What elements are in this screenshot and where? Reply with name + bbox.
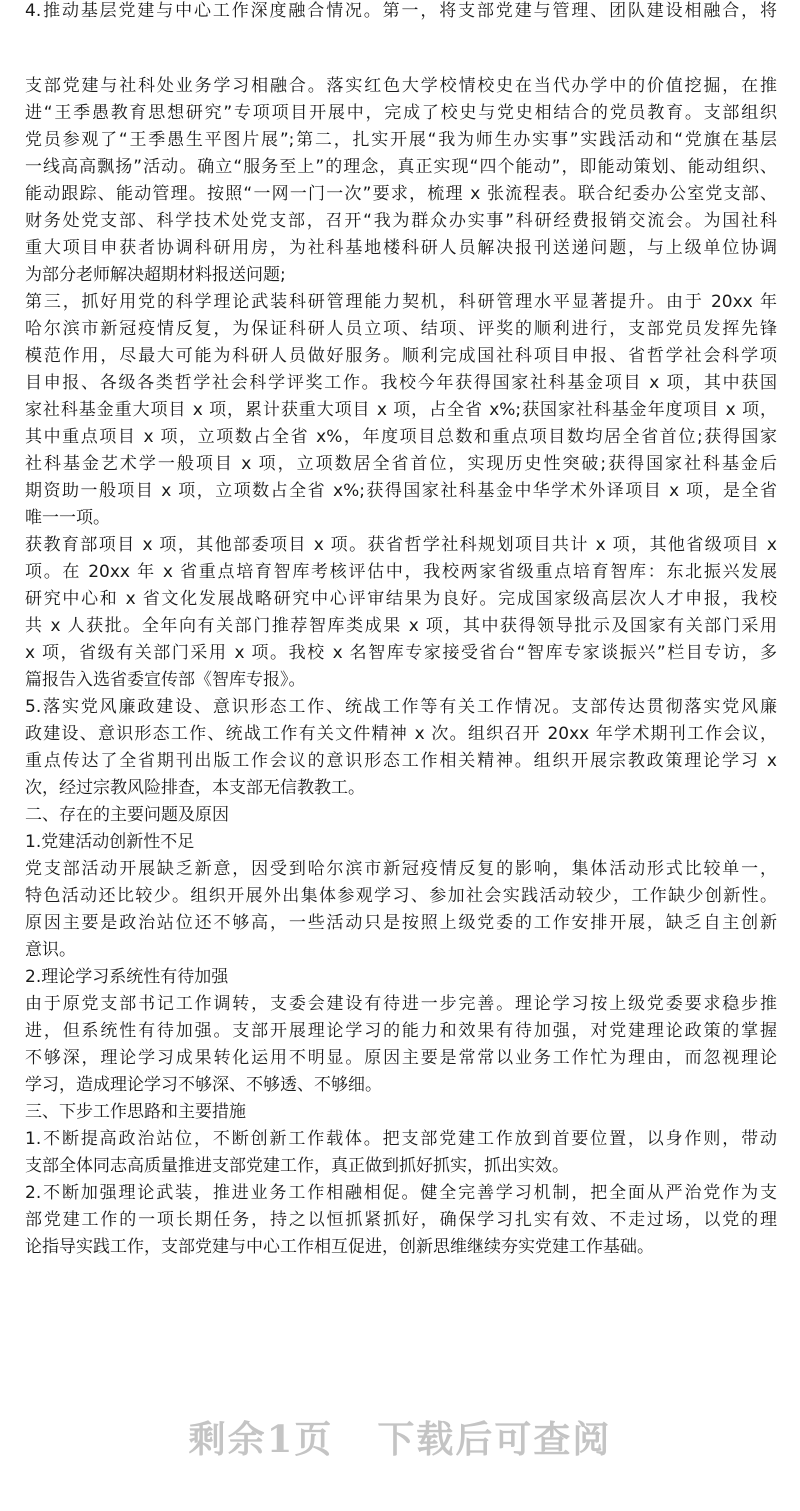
paragraph-line: 政建设、意识形态工作、统战工作有关文件精神 x 次。组织召开 20xx 年学术期刊工作会议， [25, 724, 777, 744]
paragraph-line: 不够深，理论学习成果转化运用不明显。原因主要是常常以业务工作忙为理由，而忽视理论 [25, 1048, 777, 1068]
paragraph-line: x 项，省级有关部门采用 x 项。我校 x 名智库专家接受省台“智库专家谈振兴”栏目专访，多 [25, 643, 777, 663]
paragraph-line: 次，经过宗教风险排查，本支部无信教教工。 [25, 778, 365, 798]
paragraph-line: 1.不断提高政治站位，不断创新工作载体。把支部党建工作放到首要位置，以身作则，带动 [25, 1129, 777, 1149]
paragraph-line: 重点传达了全省期刊出版工作会议的意识形态工作相关精神。组织开展宗教政策理论学习 x [25, 751, 777, 771]
download-to-view-label: 下载后可查阅 [377, 1417, 612, 1461]
paragraph-line: 研究中心和 x 省文化发展战略研究中心评审结果为良好。完成国家级高层次人才申报，我校 [25, 589, 777, 609]
paragraph-line: 二、存在的主要问题及原因 [25, 805, 229, 825]
paragraph-line: 党支部活动开展缺乏新意，因受到哈尔滨市新冠疫情反复的影响，集体活动形式比较单一， [25, 859, 777, 879]
paragraph-line: 5.落实党风廉政建设、意识形态工作、统战工作等有关工作情况。支部传达贯彻落实党风廉 [25, 697, 777, 717]
paragraph-line: 财务处党支部、科学技术处党支部，召开“我为群众办实事”科研经费报销交流会。为国社科 [25, 211, 777, 231]
paragraph-line: 由于原党支部书记工作调转，支委会建设有待进一步完善。理论学习按上级党委要求稳步推 [25, 994, 777, 1014]
download-prompt[interactable] [189, 1409, 612, 1463]
paragraph-line: 篇报告入选省委宣传部《智库专报》。 [25, 670, 306, 690]
paragraph-line: 三、下步工作思路和主要措施 [25, 1102, 246, 1122]
page-break-gap [25, 25, 777, 73]
paragraph-line: 模范作用，尽最大可能为科研人员做好服务。顺利完成国社科项目申报、省哲学社会科学项 [25, 346, 777, 366]
paragraph-line: 其中重点项目 x 项，立项数占全省 x%，年度项目总数和重点项目数均居全省首位;获得国家 [25, 427, 777, 447]
document-body [25, 0, 777, 1261]
paragraph-line: 进“王季愚教育思想研究”专项项目开展中，完成了校史与党史相结合的党员教育。支部组织 [25, 103, 777, 123]
paragraph-line: 获教育部项目 x 项，其他部委项目 x 项。获省哲学社科规划项目共计 x 项，其他省级项目 x [25, 535, 777, 555]
paragraph-line: 党员参观了“王季愚生平图片展”;第二，扎实开展“我为师生办实事”实践活动和“党旗在基层 [25, 130, 777, 150]
paragraph-line: 特色活动还比较少。组织开展外出集体参观学习、参加社会实践活动较少，工作缺少创新性。 [25, 886, 777, 906]
paragraph-line: 支部党建与社科处业务学习相融合。落实红色大学校情校史在当代办学中的价值挖掘，在推 [25, 76, 777, 96]
paragraph-line-first: 4.推动基层党建与中心工作深度融合情况。第一，将支部党建与管理、团队建设相融合，将 [25, 1, 777, 21]
paragraph-line: 共 x 人获批。全年向有关部门推荐智库类成果 x 项，其中获得领导批示及国家有关部门采用 [25, 616, 777, 636]
paragraph-line: 能动跟踪、能动管理。按照“一网一门一次”要求，梳理 x 张流程表。联合纪委办公室党支部、 [25, 184, 777, 204]
paragraph-line: 社科基金艺术学一般项目 x 项，立项数居全省首位，实现历史性突破;获得国家社科基金后 [25, 454, 777, 474]
paragraph-line: 支部全体同志高质量推进支部党建工作，真正做到抓好抓实，抓出实效。 [25, 1156, 569, 1176]
paragraph-line: 重大项目申获者协调科研用房，为社科基地楼科研人员解决报刊送递问题，与上级单位协调 [25, 238, 777, 258]
paragraph-line: 意识。 [25, 940, 76, 960]
paragraph-line: 第三，抓好用党的科学理论武装科研管理能力契机，科研管理水平显著提升。由于 20xx 年 [25, 292, 777, 312]
paragraph-line: 原因主要是政治站位还不够高，一些活动只是按照上级党委的工作安排开展，缺乏自主创新 [25, 913, 777, 933]
paragraph-line: 一线高高飘扬”活动。确立“服务至上”的理念，真正实现“四个能动”，即能动策划、能动组织、 [25, 157, 777, 177]
paragraph-line: 为部分老师解决超期材料报送问题; [25, 265, 286, 285]
download-footer[interactable] [0, 1408, 800, 1464]
paragraph-line: 唯一一项。 [25, 508, 110, 528]
paragraph-line: 期资助一般项目 x 项，立项数占全省 x%;获得国家社科基金中华学术外译项目 x 项，是全省 [25, 481, 777, 501]
paragraph-line: 论指导实践工作，支部党建与中心工作相互促进，创新思维继续夯实党建工作基础。 [25, 1237, 654, 1257]
paragraph-line: 进，但系统性有待加强。支部开展理论学习的能力和效果有待加强，对党建理论政策的掌握 [25, 1021, 777, 1041]
paragraph-line: 学习，造成理论学习不够深、不够透、不够细。 [25, 1075, 382, 1095]
paragraph-line: 部党建工作的一项长期任务，持之以恒抓紧抓好，确保学习扎实有效、不走过场，以党的理 [25, 1210, 777, 1230]
paragraph-line: 2.理论学习系统性有待加强 [25, 967, 229, 987]
paragraph-line: 1.党建活动创新性不足 [25, 832, 195, 852]
document-lines [25, 73, 777, 1261]
remaining-pages-label: 剩余1页 [188, 1417, 334, 1461]
paragraph-line: 哈尔滨市新冠疫情反复，为保证科研人员立项、结项、评奖的顺利进行，支部党员发挥先锋 [25, 319, 777, 339]
paragraph-line: 2.不断加强理论武装，推进业务工作相融相促。健全完善学习机制，把全面从严治党作为支 [25, 1183, 777, 1203]
paragraph-line: 目申报、各级各类哲学社会科学评奖工作。我校今年获得国家社科基金项目 x 项，其中获国 [25, 373, 777, 393]
paragraph-line: 项。在 20xx 年 x 省重点培育智库考核评估中，我校两家省级重点培育智库：东北振兴发展 [25, 562, 777, 582]
paragraph-line: 家社科基金重大项目 x 项，累计获重大项目 x 项，占全省 x%;获国家社科基金年度项目 x 项， [25, 400, 777, 420]
